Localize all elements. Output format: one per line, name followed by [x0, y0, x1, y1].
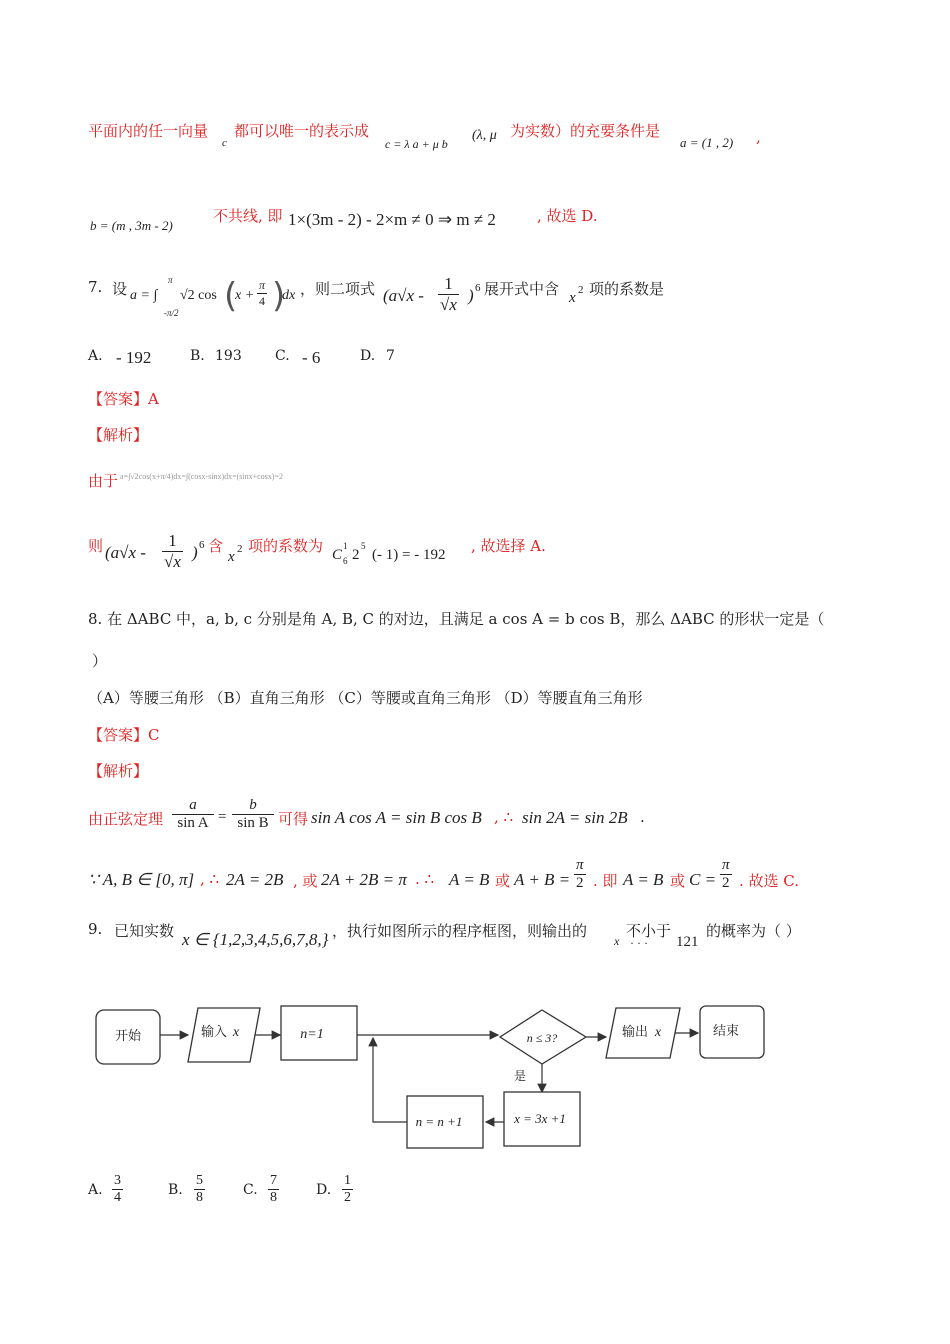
vector-a-value: a = (1 , 2) — [680, 135, 734, 150]
q7-after: 展开式中含 — [484, 280, 560, 298]
q7-integral-lower: -π/2 — [164, 308, 179, 318]
flow-output-label: 输出 — [621, 1025, 649, 1040]
q7-binomial-close: ) — [468, 286, 474, 305]
q8-answer: 【答案】C — [88, 726, 160, 744]
q7-left-paren: ( — [224, 276, 238, 316]
flow-decision-label: n ≤ 3? — [526, 1031, 558, 1045]
vector-statement-part3: 为实数）的充要条件是 — [510, 122, 661, 140]
q7-integral-upper: π — [168, 275, 173, 285]
q8-stem: 8. 在 ΔABC 中，a, b, c 分别是角 A, B, C 的对边，且满足 a cos A = b cos B，那么 ΔABC 的形状一定是（ — [88, 610, 825, 628]
q7-option-c-value: - 6 — [302, 348, 321, 367]
q8-options: （A）等腰三角形 （B）直角三角形 （C）等腰或直角三角形 （D）等腰直角三角形 — [88, 689, 643, 707]
q7-solution-lead: 由于 — [88, 472, 119, 490]
q7-sol2-result: (- 1) = - 192 — [372, 547, 446, 563]
q9-option-c-label: C. — [243, 1182, 258, 1198]
q7-one-over-sqrtx: $\frac{1}{√x}$ — [440, 274, 457, 314]
q8-s2-domain: ∵ A, B ∈ [0, π] — [88, 870, 195, 889]
q7-sol2-five: 5 — [361, 541, 366, 551]
choose-d: , 故选 D. — [537, 207, 598, 225]
q9-option-d-label: D. — [316, 1182, 332, 1198]
flow-yes-label: 是 — [513, 1069, 527, 1083]
q9-dots: · · · — [630, 936, 648, 950]
q8-s2-eq4: A + B = — [514, 870, 571, 889]
q7-pi-over-4: $\frac{\pi}{4}$ — [259, 278, 266, 308]
q7-solution-formula-small: a=∫√2cos(x+π/4)dx=∫(cosx-sinx)dx=(sinx+cosx)=2 — [120, 472, 283, 481]
vector-formula: c = λ a + μ b — [385, 137, 448, 151]
q8-s1-lead: 由正弦定理 — [88, 810, 164, 828]
q8-paren: ） — [92, 652, 108, 670]
q8-eq: = — [218, 809, 227, 825]
q7-sol2-fraction: $\frac{1}{√x}$ — [164, 531, 181, 571]
q7-sol2-x: x — [228, 549, 235, 565]
q7-sol2-han: 含 — [208, 537, 224, 555]
q7-option-b-value: 193 — [215, 348, 242, 364]
q7-sol2-mid: 项的系数为 — [248, 537, 324, 555]
q7-binomial-open: (a√x - — [383, 286, 424, 305]
program-flowchart — [90, 1000, 790, 1160]
comma: , — [756, 128, 761, 146]
vector-statement-part2: 都可以唯一的表示成 — [234, 122, 370, 140]
q7-sol2-c-sub: 6 — [343, 556, 348, 566]
q8-s2-therefore: , ∴ — [200, 870, 220, 888]
q9-option-d-value: $\frac{1}{2}$ — [344, 1173, 351, 1205]
q7-lead: 设 — [112, 280, 128, 298]
q7-option-a-label: A. — [88, 348, 103, 364]
q8-s2-choose-c: . 故选 C. — [739, 872, 800, 890]
q9-option-a-value: $\frac{3}{4}$ — [114, 1173, 121, 1205]
vector-c-label: c — [222, 137, 227, 149]
q8-s2-eq2: 2A + 2B = π — [321, 870, 407, 889]
flow-input-label: 输入 — [200, 1025, 228, 1040]
q7-option-b-label: B. — [190, 348, 205, 364]
q8-s2-eq3: A = B — [449, 870, 490, 889]
q7-sol2-lead: 则 — [88, 537, 104, 555]
q7-option-d-label: D. — [360, 348, 376, 364]
q7-option-a-value: - 192 — [116, 348, 152, 367]
vector-statement-part1: 平面内的任一向量 — [88, 122, 209, 140]
q7-mid: ，则二项式 — [300, 280, 376, 298]
q9-number: 9. — [88, 920, 103, 938]
flow-init-label: n=1 — [300, 1027, 324, 1042]
q8-s2-therefore2: . ∴ — [415, 870, 435, 888]
q8-s1-formula2: sin 2A = sin 2B — [522, 808, 628, 827]
q7-sqrt2cos: √2 cos — [180, 288, 217, 303]
q7-answer: 【答案】A — [88, 390, 159, 408]
q8-s2-namely: . 即 — [593, 872, 618, 890]
flow-update-n-label: n = n +1 — [415, 1114, 463, 1129]
flow-start-label: 开始 — [114, 1029, 142, 1044]
q8-s2-eq5: A = B — [623, 870, 664, 889]
vector-b-value: b = (m , 3m - 2) — [90, 218, 173, 233]
lambda-mu: (λ, μ — [472, 128, 497, 143]
q9-mid: ，执行如图所示的程序框图，则输出的 — [332, 922, 588, 940]
q8-s2-eq6: C = — [689, 870, 717, 889]
q7-dx: dx — [282, 288, 296, 303]
q9-option-b-label: B. — [168, 1182, 183, 1198]
collinear-formula: 1×(3m - 2) - 2×m ≠ 0 ⇒ m ≠ 2 — [288, 210, 496, 229]
q7-sol2-binomial-close: ) — [192, 543, 198, 562]
not-collinear-text: 不共线, 即 — [213, 207, 283, 225]
q8-s1-mid: 可得 — [278, 810, 309, 828]
q8-s2-pi-over-2-b: $\frac{\pi}{2}$ — [722, 857, 730, 891]
q8-s1-therefore: , ∴ — [494, 808, 514, 826]
q8-b-over-sinb: $\frac{b}{\text{sin B}}$ — [232, 797, 274, 832]
q7-analysis-heading: 【解析】 — [88, 426, 149, 444]
q7-x-plus: x + — [235, 288, 255, 303]
q9-lead: 已知实数 — [114, 922, 175, 940]
q8-s2-or3: 或 — [670, 872, 686, 890]
q9-set: x ∈ {1,2,3,4,5,6,7,8,} — [182, 930, 329, 949]
q7-sol2-end: , 故选择 A. — [471, 537, 546, 555]
flow-input-x: x — [232, 1025, 240, 1040]
flow-loop-arrow — [373, 1038, 407, 1122]
q9-tail: 的概率为（ ） — [706, 922, 801, 940]
flow-output-x: x — [654, 1025, 662, 1040]
q8-analysis-heading: 【解析】 — [88, 762, 149, 780]
q7-x-exp: 2 — [578, 284, 584, 296]
q9-option-a-label: A. — [88, 1182, 103, 1198]
q7-sol2-exponent: 6 — [199, 539, 205, 551]
q8-s2-pi-over-2: $\frac{\pi}{2}$ — [576, 857, 584, 891]
flow-end-label: 结束 — [712, 1024, 740, 1039]
q7-sol2-binomial-open: (a√x - — [105, 543, 146, 562]
q7-sol2-two: 2 — [352, 547, 360, 563]
q7-tail: 项的系数是 — [589, 280, 665, 298]
q9-num: 121 — [676, 934, 699, 950]
q7-x: x — [569, 290, 576, 306]
flow-update-x-label: x = 3x +1 — [514, 1111, 566, 1126]
q9-buxiaoyu: 不小于 — [626, 922, 672, 940]
q7-sol2-combination: C — [332, 547, 343, 563]
q8-s2-or: , 或 — [293, 872, 318, 890]
q7-option-c-label: C. — [275, 348, 290, 364]
q7-number: 7. — [88, 278, 103, 296]
q7-integral: a = ∫ — [130, 288, 158, 303]
q9-option-c-value: $\frac{7}{8}$ — [270, 1173, 277, 1205]
q8-s1-formula: sin A cos A = sin B cos B — [311, 808, 482, 827]
q9-option-b-value: $\frac{5}{8}$ — [196, 1173, 203, 1205]
q8-a-over-sina: $\frac{a}{\text{sin A}}$ — [172, 797, 214, 832]
q7-option-d-value: 7 — [386, 348, 395, 364]
q7-right-paren: ) — [272, 276, 286, 316]
q8-s2-or2: 或 — [495, 872, 511, 890]
q8-s2-eq1: 2A = 2B — [226, 870, 284, 889]
q7-exponent: 6 — [475, 282, 481, 294]
q9-x: x — [614, 934, 620, 948]
q7-sol2-x-exp: 2 — [237, 543, 243, 555]
q7-sol2-c-sup: 1 — [343, 541, 348, 551]
q8-s1-dot: . — [640, 808, 645, 826]
